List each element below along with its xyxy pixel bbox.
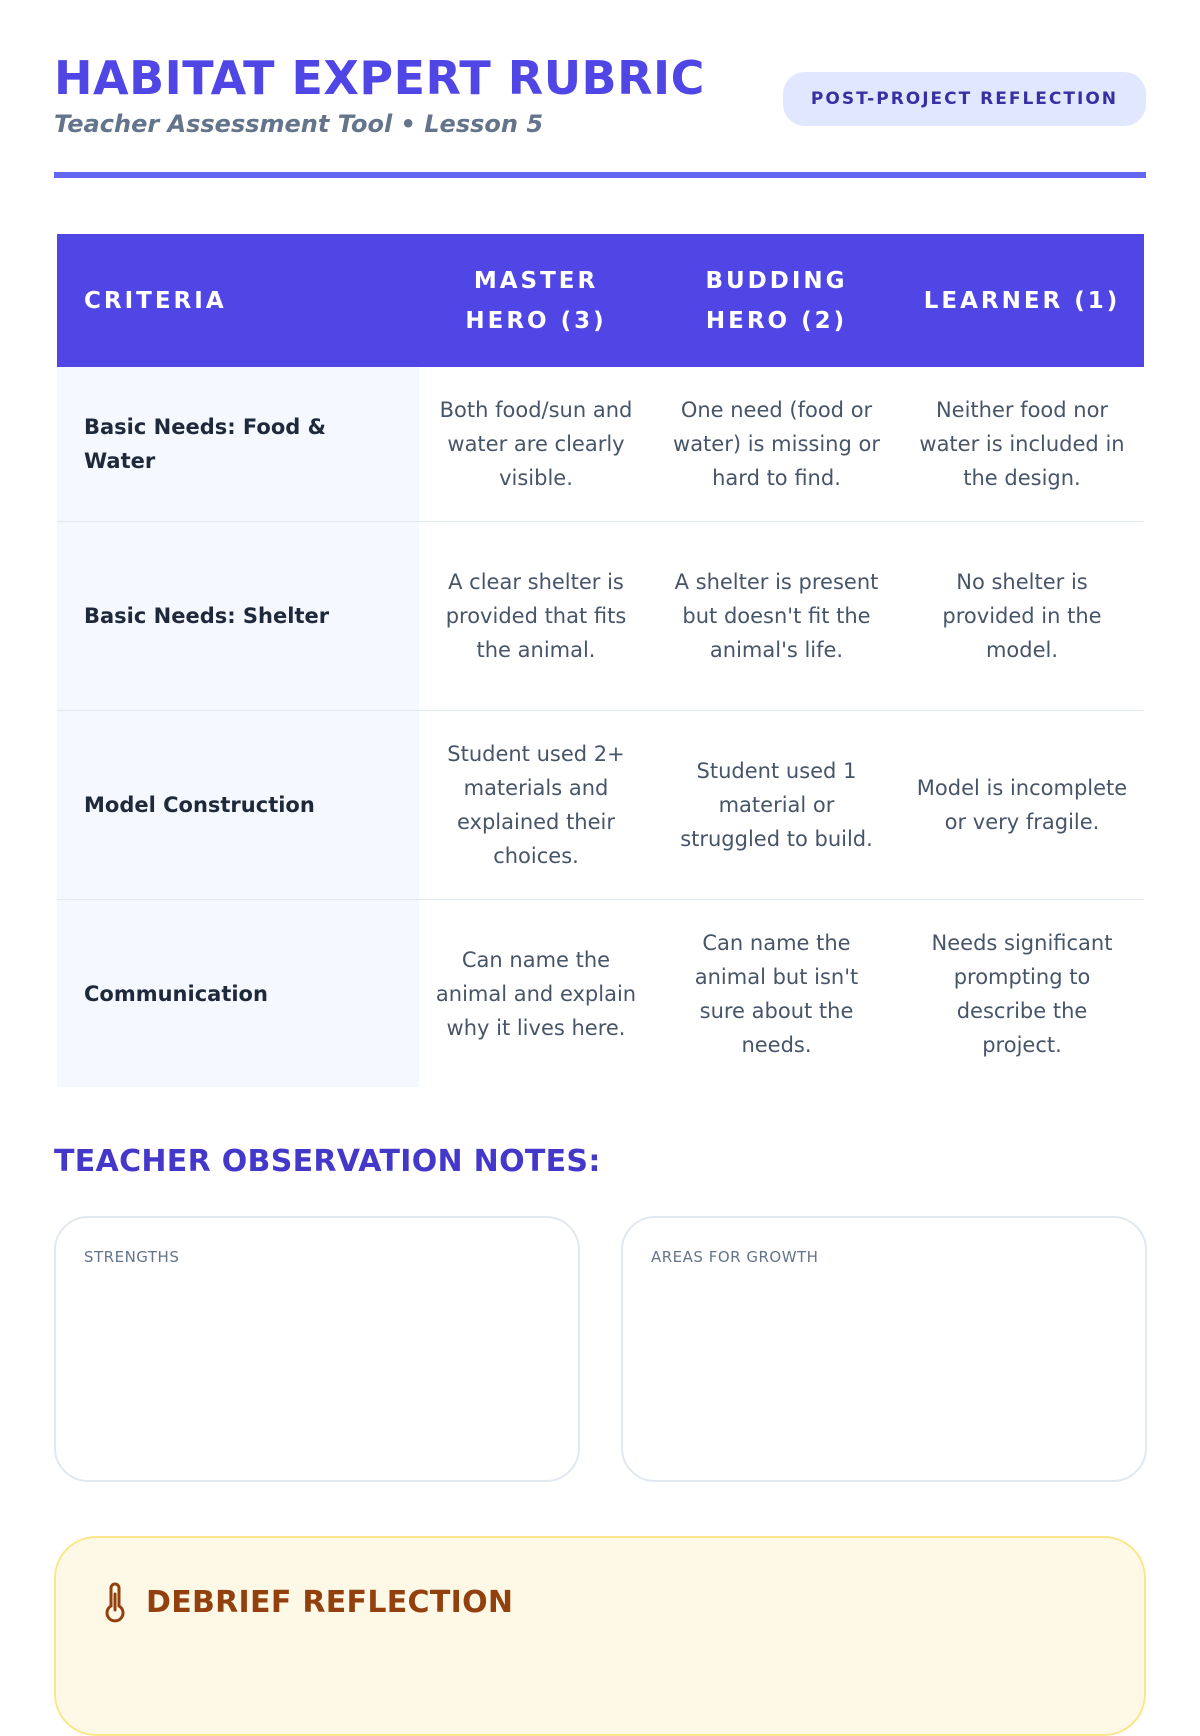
- page-title: HABITAT EXPERT RUBRIC: [54, 51, 705, 105]
- column-header-master-hero: MASTER HERO (3): [465, 267, 607, 334]
- column-header-criteria: CRITERIA: [84, 287, 227, 314]
- column-header-budding-hero: BUDDING HERO (2): [705, 267, 848, 334]
- criteria-cell: Basic Needs: Food & Water: [57, 367, 419, 521]
- debrief-title: DEBRIEF REFLECTION: [146, 1584, 514, 1620]
- master-cell: Student used 2+ materials and explained their choices.: [447, 742, 625, 868]
- criteria-cell: Communication: [57, 900, 419, 1087]
- budding-cell: One need (food or water) is missing or hard to find.: [673, 398, 880, 490]
- page-header: [54, 0, 1146, 178]
- master-cell: Both food/sun and water are clearly visible.: [439, 398, 633, 490]
- strengths-notes-box[interactable]: [54, 1216, 580, 1482]
- debrief-header: [100, 1582, 513, 1622]
- rubric-header-row: [57, 234, 1144, 367]
- learner-cell: No shelter is provided in the model.: [942, 570, 1102, 662]
- master-cell: Can name the animal and explain why it lives here.: [435, 947, 637, 1040]
- criteria-cell: Model Construction: [57, 711, 419, 899]
- growth-notes-box[interactable]: [621, 1216, 1147, 1482]
- learner-cell: Needs significant prompting to describe the project.: [931, 930, 1113, 1057]
- table-row: [57, 711, 1144, 900]
- page-subtitle: Teacher Assessment Tool • Lesson 5: [54, 110, 544, 138]
- learner-cell: Neither food nor water is included in the design.: [919, 398, 1125, 490]
- budding-cell: Can name the animal but isn't sure about the needs.: [694, 930, 859, 1057]
- notes-section-title: TEACHER OBSERVATION NOTES:: [54, 1144, 601, 1179]
- table-row: [57, 367, 1144, 522]
- budding-cell: A shelter is present but doesn't fit the animal's life.: [674, 570, 879, 662]
- growth-label: AREAS FOR GROWTH: [651, 1248, 819, 1266]
- table-row: [57, 522, 1144, 711]
- column-header-learner: LEARNER (1): [923, 287, 1121, 314]
- debrief-panel: [54, 1536, 1146, 1736]
- master-cell: A clear shelter is provided that fits the animal.: [445, 570, 627, 662]
- table-row: [57, 900, 1144, 1087]
- rubric-table: [57, 234, 1144, 1087]
- learner-cell: Model is incomplete or very fragile.: [916, 776, 1128, 834]
- criteria-cell: Basic Needs: Shelter: [57, 522, 419, 710]
- thermometer-icon: [100, 1582, 130, 1622]
- strengths-label: STRENGTHS: [84, 1248, 180, 1266]
- budding-cell: Student used 1 material or struggled to build.: [680, 759, 873, 851]
- reflection-badge: POST-PROJECT REFLECTION: [783, 72, 1146, 126]
